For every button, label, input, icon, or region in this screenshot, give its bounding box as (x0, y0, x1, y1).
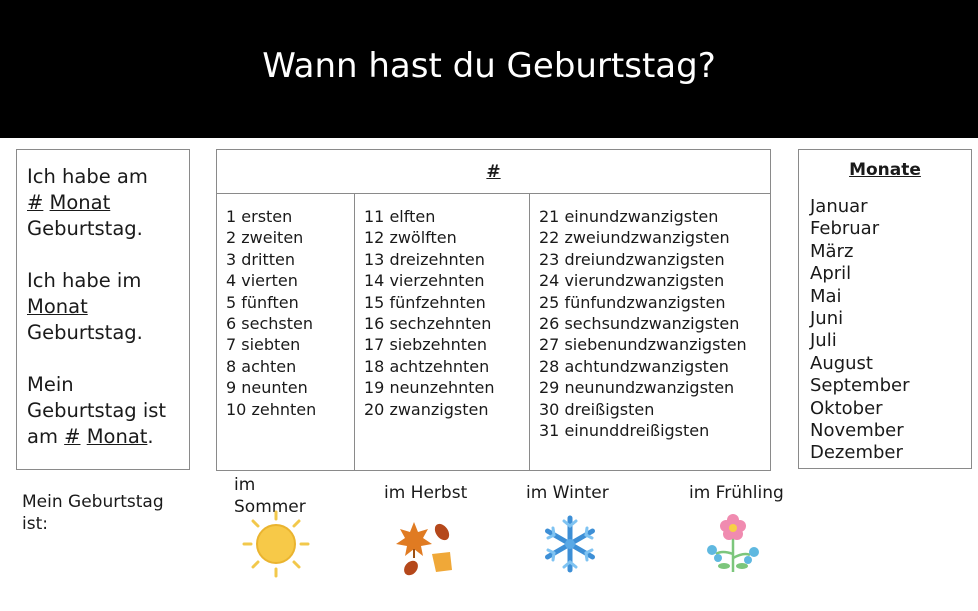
pattern-text: Ich habe am (27, 165, 148, 188)
snowflake-icon (540, 514, 600, 574)
season-label: im Herbst (384, 483, 468, 503)
ordinal-item: 17 siebzehnten (364, 335, 488, 355)
season-label: Sommer (234, 497, 306, 517)
monat-placeholder: Monat (49, 191, 111, 214)
month-item: November (810, 420, 904, 442)
season-winter (526, 482, 609, 504)
ordinal-item: 26 sechsundzwanzigsten (539, 314, 740, 334)
ordinal-item: 5 fünften (226, 292, 299, 312)
ordinal-column-3 (529, 194, 770, 471)
ordinal-item: 28 achtundzwanzigsten (539, 356, 729, 376)
ordinal-item: 15 fünfzehnten (364, 292, 486, 312)
hash-placeholder: # (64, 425, 81, 448)
pattern-2 (27, 268, 179, 346)
month-item: Mai (810, 285, 842, 307)
autumn-leaves-icon (396, 518, 458, 578)
pattern-text: Ich habe im (27, 269, 142, 292)
pattern-text: am (27, 425, 58, 448)
ordinal-numbers-table (216, 149, 771, 471)
birthday-prompt (22, 491, 192, 535)
ordinal-item: 27 siebenundzwanzigsten (539, 335, 747, 355)
season-label: im (234, 475, 256, 495)
ordinal-item: 31 einunddreißigsten (539, 421, 710, 441)
ordinal-column-1 (217, 194, 354, 471)
season-label: im Winter (526, 483, 609, 503)
ordinal-column-2 (354, 194, 529, 471)
pattern-text: Geburtstag. (27, 321, 143, 344)
ordinal-item: 30 dreißigsten (539, 399, 655, 419)
month-item: Oktober (810, 397, 883, 419)
ordinal-item: 4 vierten (226, 271, 298, 291)
ordinal-item: 25 fünfundzwanzigsten (539, 292, 726, 312)
flowers-icon (704, 514, 762, 574)
ordinal-item: 22 zweiundzwanzigsten (539, 228, 730, 248)
birthday-prompt-line: Mein Geburtstag (22, 492, 164, 512)
month-item: Februar (810, 218, 880, 240)
months-title: Monate (849, 160, 921, 180)
month-item: September (810, 375, 910, 397)
ordinal-item: 16 sechzehnten (364, 314, 492, 334)
pattern-3 (27, 372, 179, 450)
table-header (217, 150, 770, 194)
pattern-1 (27, 164, 179, 242)
ordinal-item: 2 zweiten (226, 228, 304, 248)
ordinal-item: 1 ersten (226, 207, 293, 226)
ordinal-item: 11 elften (364, 207, 436, 226)
ordinal-item: 23 dreiundzwanzigsten (539, 249, 725, 269)
ordinal-item: 14 vierzehnten (364, 271, 485, 291)
season-spring (689, 482, 784, 504)
ordinal-item: 13 dreizehnten (364, 249, 485, 269)
season-label: im Frühling (689, 483, 784, 503)
ordinal-item: 9 neunten (226, 378, 308, 398)
ordinal-item: 24 vierundzwanzigsten (539, 271, 725, 291)
sentence-patterns-box (16, 149, 190, 470)
month-item: August (810, 352, 873, 374)
month-item: Juli (810, 330, 837, 352)
pattern-text: Geburtstag ist (27, 399, 167, 422)
monat-placeholder: Monat (27, 295, 88, 318)
month-item: Dezember (810, 442, 903, 464)
months-box (798, 149, 972, 469)
month-item: April (810, 263, 852, 285)
ordinal-item: 20 zwanzigsten (364, 399, 489, 419)
months-list (810, 196, 971, 465)
ordinal-item: 29 neunundzwanzigsten (539, 378, 735, 398)
birthday-prompt-line: ist: (22, 514, 48, 534)
month-item: Januar (810, 196, 868, 217)
ordinal-item: 12 zwölften (364, 228, 457, 248)
pattern-text: Geburtstag. (27, 217, 143, 240)
sun-icon (242, 510, 310, 578)
hash-placeholder: # (27, 191, 44, 214)
ordinal-item: 10 zehnten (226, 399, 317, 419)
month-item: Juni (810, 308, 844, 330)
ordinal-item: 18 achtzehnten (364, 356, 490, 376)
ordinal-item: 7 siebten (226, 335, 301, 355)
hash-header: # (486, 161, 501, 182)
ordinal-item: 8 achten (226, 356, 297, 376)
ordinal-item: 3 dritten (226, 249, 295, 269)
ordinal-item: 19 neunzehnten (364, 378, 495, 398)
monat-placeholder: Monat (86, 425, 148, 448)
pattern-text: . (147, 425, 154, 448)
page-title: Wann hast du Geburtstag? (262, 46, 716, 86)
title-banner (0, 0, 978, 138)
season-autumn (384, 482, 467, 504)
ordinal-item: 21 einundzwanzigsten (539, 207, 719, 226)
ordinal-item: 6 sechsten (226, 314, 313, 334)
pattern-text: Mein (27, 373, 74, 396)
month-item: März (810, 240, 854, 262)
